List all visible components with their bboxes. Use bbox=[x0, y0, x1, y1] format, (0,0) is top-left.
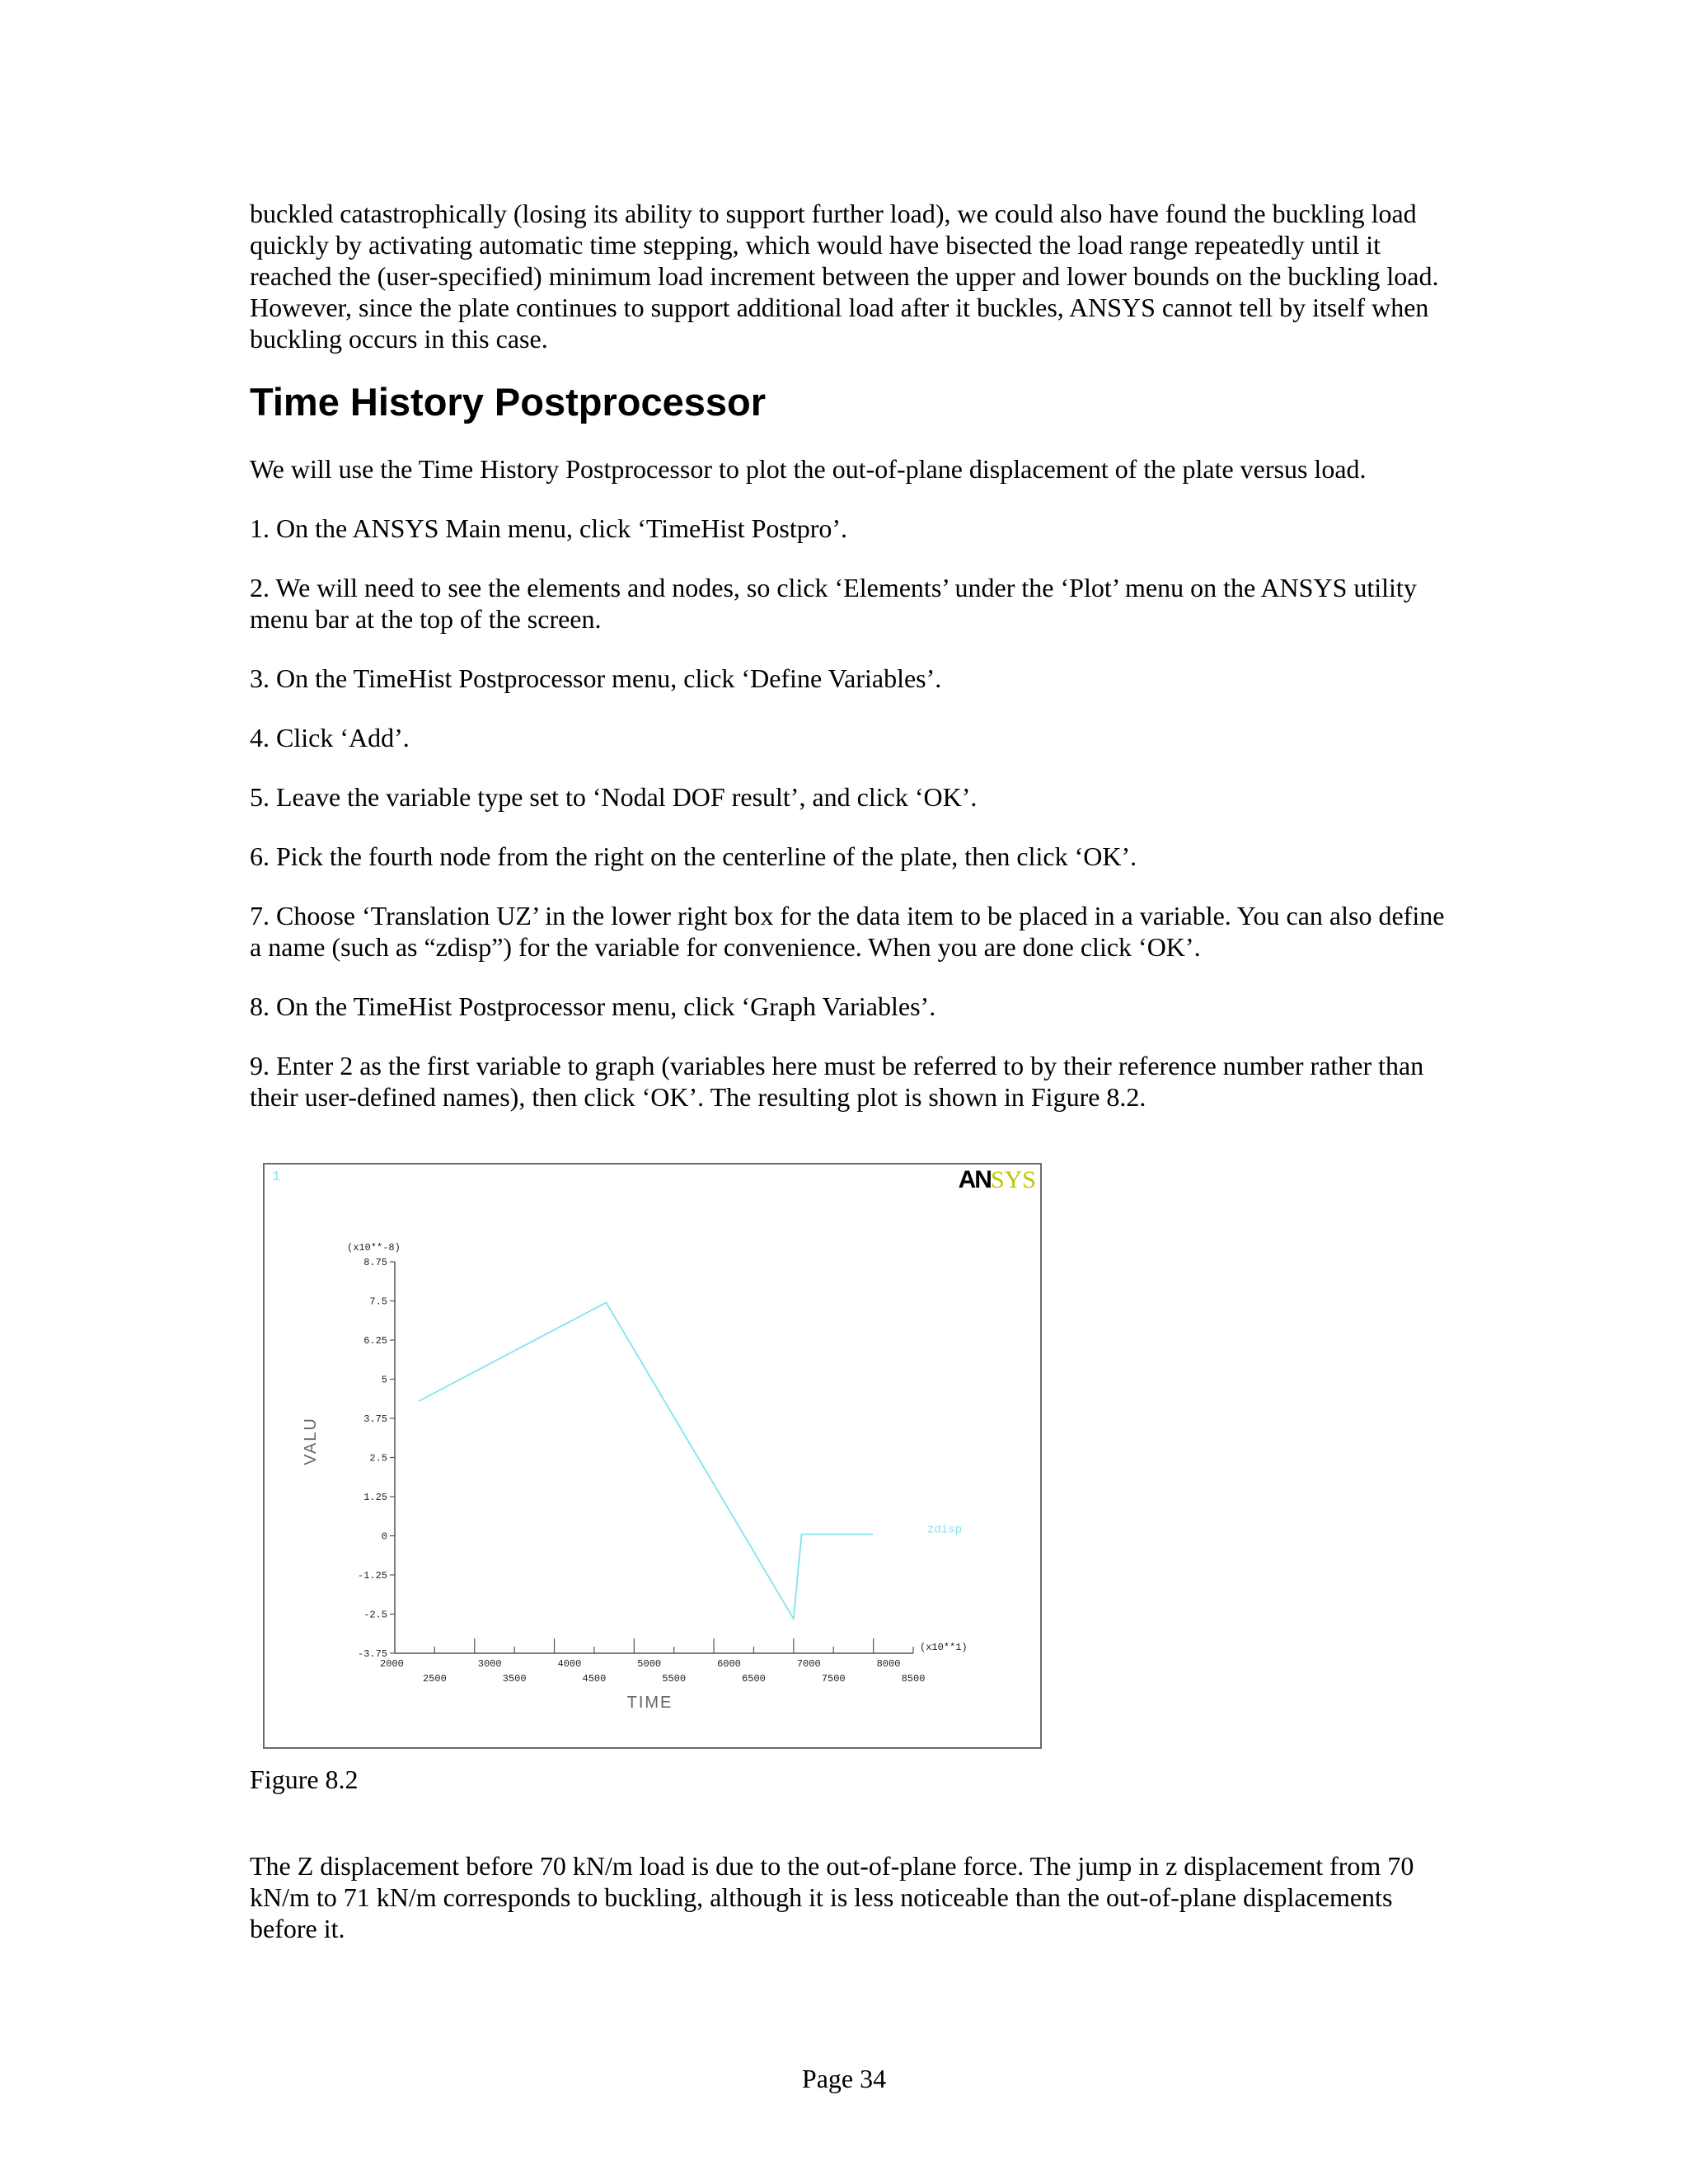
step-2: 2. We will need to see the elements and nodes, so click ‘Elements’ under the ‘Plot’ menu on the ANSYS utility menu bar at the top of the screen. bbox=[250, 573, 1417, 634]
y-axis-title: VALU bbox=[302, 1417, 320, 1465]
series-line-zdisp bbox=[419, 1302, 874, 1619]
figure-frame bbox=[263, 1163, 1042, 1749]
y-tick-label: 2.5 bbox=[369, 1452, 387, 1465]
series-layer bbox=[419, 1302, 962, 1619]
time-history-chart bbox=[265, 1165, 1040, 1747]
ansys-logo-part1: AN bbox=[958, 1166, 991, 1193]
figure-caption: Figure 8.2 bbox=[250, 1765, 359, 1794]
x-tick-label: 3500 bbox=[502, 1673, 527, 1685]
y-tick-label: 1.25 bbox=[363, 1492, 387, 1503]
intro-paragraph: buckled catastrophically (losing its ability to support further load), we could also have found the buckling load quickly by activating automatic time stepping, which would have bisected the load range repeatedly until it reached the (user-specified) minimum load increment between the upper and lower bounds on the buckling load. However, since the plate continues to support additional load after it buckles, ANSYS cannot tell by itself when buckling occurs in this case. bbox=[250, 199, 1439, 354]
y-multiplier-label: (x10**-8) bbox=[347, 1242, 401, 1254]
step-9: 9. Enter 2 as the first variable to graph (variables here must be referred to by their reference number rather than their user-defined names), then click ‘OK’. The resulting plot is shown in Figure 8.2. bbox=[250, 1051, 1424, 1112]
x-tick-label: 5000 bbox=[637, 1658, 662, 1670]
y-tick-label: -2.5 bbox=[363, 1609, 387, 1621]
step-8: 8. On the TimeHist Postprocessor menu, click ‘Graph Variables’. bbox=[250, 991, 936, 1021]
x-tick-label: 8000 bbox=[876, 1658, 901, 1670]
series-label-zdisp: zdisp bbox=[927, 1523, 963, 1537]
x-tick-label: 3000 bbox=[477, 1658, 502, 1670]
y-tick-label: 7.5 bbox=[369, 1296, 387, 1308]
x-tick-label: 6500 bbox=[742, 1673, 766, 1685]
page-number: Page 34 bbox=[801, 2064, 887, 2093]
document-body bbox=[250, 198, 1453, 1141]
x-tick-label: 7000 bbox=[796, 1658, 821, 1670]
section-intro: We will use the Time History Postprocessor to plot the out-of-plane displacement of the plate versus load. bbox=[250, 454, 1367, 484]
x-tick-label: 5500 bbox=[662, 1673, 687, 1685]
y-tick-label: 6.25 bbox=[363, 1335, 387, 1347]
x-multiplier-label: (x10**1) bbox=[920, 1642, 968, 1653]
x-tick-label: 7500 bbox=[821, 1673, 846, 1685]
step-5: 5. Leave the variable type set to ‘Nodal DOF result’, and click ‘OK’. bbox=[250, 782, 978, 812]
x-tick-label: 2000 bbox=[380, 1658, 404, 1670]
y-tick-label: -3.75 bbox=[357, 1648, 387, 1660]
y-tick-label: 0 bbox=[381, 1530, 387, 1543]
y-tick-label: 3.75 bbox=[363, 1413, 387, 1425]
x-tick-label: 2500 bbox=[422, 1673, 447, 1685]
y-tick-label: 5 bbox=[381, 1374, 387, 1386]
y-tick-label: -1.25 bbox=[357, 1570, 387, 1582]
step-6: 6. Pick the fourth node from the right on the centerline of the plate, then click ‘OK’. bbox=[250, 841, 1137, 871]
x-tick-label: 4000 bbox=[557, 1658, 582, 1670]
step-3: 3. On the TimeHist Postprocessor menu, click ‘Define Variables’. bbox=[250, 663, 942, 693]
step-1: 1. On the ANSYS Main menu, click ‘TimeHist Postpro’. bbox=[250, 513, 848, 543]
x-tick-label: 6000 bbox=[717, 1658, 741, 1670]
section-heading: Time History Postprocessor bbox=[250, 380, 767, 424]
x-tick-label: 4500 bbox=[582, 1673, 607, 1685]
step-7: 7. Choose ‘Translation UZ’ in the lower right box for the data item to be placed in a variable. You can also define a name (such as “zdisp”) for the variable for convenience. When you are done click ‘OK’. bbox=[250, 901, 1445, 962]
x-axis-title: TIME bbox=[626, 1694, 673, 1712]
step-4: 4. Click ‘Add’. bbox=[250, 723, 410, 752]
closing-paragraph: The Z displacement before 70 kN/m load is due to the out-of-plane force. The jump in z displacement from 70 kN/m to 71 kN/m corresponds to buckling, although it is less noticeable than the out-of-plane displacements before it. bbox=[250, 1851, 1414, 1943]
ansys-logo-part2: SYS bbox=[990, 1166, 1036, 1193]
window-number: 1 bbox=[272, 1169, 281, 1185]
ansys-logo bbox=[959, 1166, 1036, 1193]
axes bbox=[302, 1242, 968, 1712]
y-tick-label: 8.75 bbox=[363, 1257, 387, 1268]
x-tick-label: 8500 bbox=[901, 1673, 926, 1685]
